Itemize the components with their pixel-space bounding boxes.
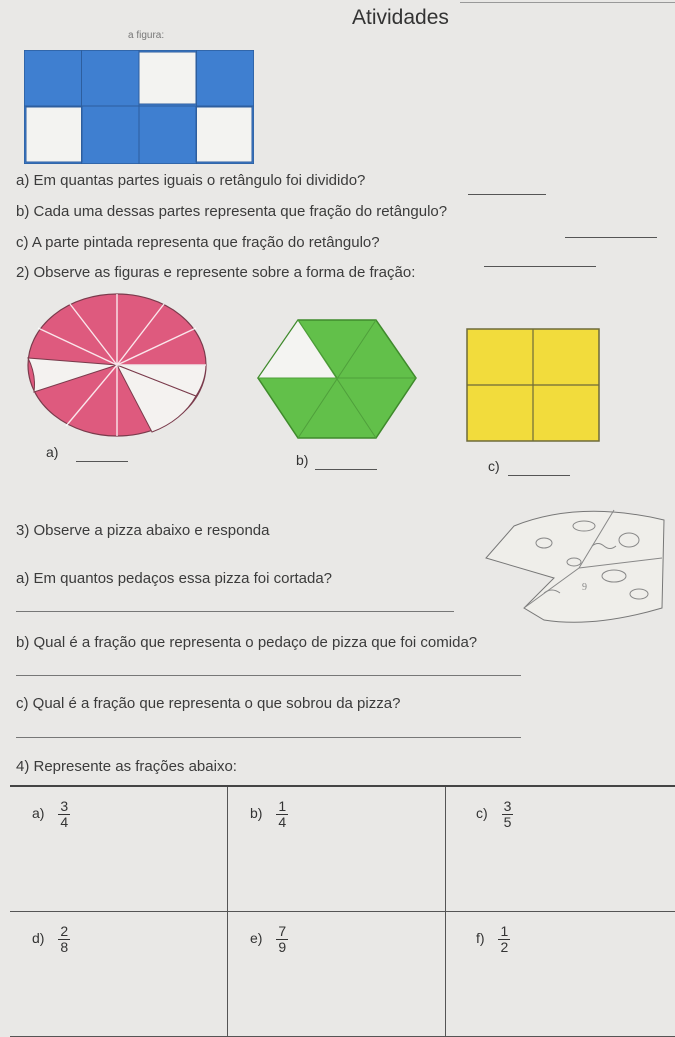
answer-line-1c[interactable] xyxy=(484,265,596,267)
question-1c: c) A parte pintada representa que fração do retângulo? xyxy=(16,234,380,251)
fraction-cell-b[interactable]: b) $\frac{1}{4}$ xyxy=(228,786,446,912)
fraction: $\frac{3}{5}$ xyxy=(502,799,514,830)
fraction: $\frac{1}{2}$ xyxy=(498,924,510,955)
fraction: $\frac{3}{4}$ xyxy=(58,799,70,830)
fraction-cell-d[interactable]: d) $\frac{2}{8}$ xyxy=(10,912,228,1037)
answer-line-3b[interactable] xyxy=(16,675,521,676)
label-2c: c) xyxy=(488,458,500,474)
section-4-title: 4) Represente as frações abaixo: xyxy=(16,758,237,775)
answer-line-2b[interactable] xyxy=(315,468,377,470)
answer-line-1b[interactable] xyxy=(565,236,657,238)
answer-line-2c[interactable] xyxy=(508,474,570,476)
label-2a: a) xyxy=(46,444,58,460)
page-title: Atividades xyxy=(352,6,449,30)
fraction: $\frac{1}{4}$ xyxy=(276,799,288,830)
question-3b: b) Qual é a fração que representa o pedaço de pizza que foi comida? xyxy=(16,634,477,651)
question-3a: a) Em quantos pedaços essa pizza foi cortada? xyxy=(16,570,332,587)
answer-line-3a[interactable] xyxy=(16,611,454,612)
fraction-cell-e[interactable]: e) $\frac{7}{9}$ xyxy=(228,912,446,1037)
pink-circle-figure xyxy=(26,292,208,438)
fraction-cell-c[interactable]: c) $\frac{3}{5}$ xyxy=(446,786,675,912)
yellow-square-figure xyxy=(466,328,600,442)
top-rule xyxy=(460,2,675,3)
green-hexagon-figure xyxy=(256,318,418,440)
answer-line-3c[interactable] xyxy=(16,737,521,738)
fraction: $\frac{2}{8}$ xyxy=(58,924,70,955)
rectangle-figure xyxy=(24,50,254,164)
question-1a: a) Em quantas partes iguais o retângulo foi dividido? xyxy=(16,172,365,189)
question-1b: b) Cada uma dessas partes representa que fração do retângulo? xyxy=(16,203,447,220)
fraction: $\frac{7}{9}$ xyxy=(276,924,288,955)
section-3-title: 3) Observe a pizza abaixo e responda xyxy=(16,522,269,539)
answer-line-2a[interactable] xyxy=(76,460,128,462)
question-3c: c) Qual é a fração que representa o que sobrou da pizza? xyxy=(16,695,400,712)
label-2b: b) xyxy=(296,452,308,468)
fractions-table xyxy=(10,785,675,1037)
figure-caption: a figura: xyxy=(128,30,164,41)
pizza-figure xyxy=(484,498,675,628)
fraction-cell-a[interactable]: a) $\frac{3}{4}$ xyxy=(10,786,228,912)
svg-text:9: 9 xyxy=(582,582,587,593)
answer-line-1a[interactable] xyxy=(468,193,546,195)
section-2-title: 2) Observe as figuras e represente sobre a forma de fração: xyxy=(16,264,415,281)
fraction-cell-f[interactable]: f) $\frac{1}{2}$ xyxy=(446,912,675,1037)
